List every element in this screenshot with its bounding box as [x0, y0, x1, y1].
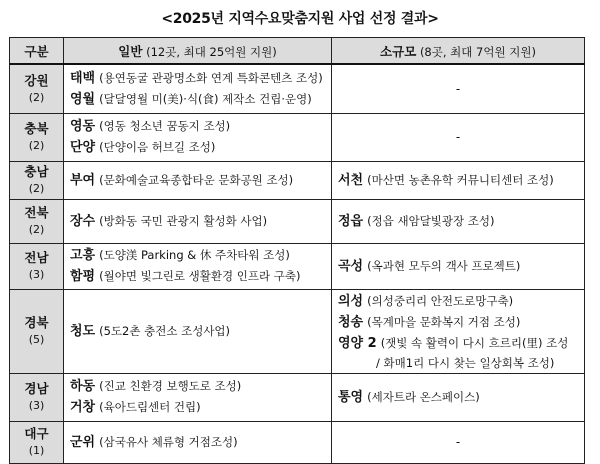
region-cell: 대구 (1)	[10, 421, 64, 463]
table-row	[10, 64, 585, 113]
general-cell: 부여 (문화예술교육종합타운 문화공원 조성)	[64, 161, 332, 199]
table-row	[10, 199, 585, 243]
small-cell: -	[332, 113, 585, 161]
header-small: 소규모 (8곳, 최대 7억원 지원)	[332, 38, 585, 65]
table-row	[10, 373, 585, 421]
header-general: 일반 (12곳, 최대 25억원 지원)	[64, 38, 332, 65]
region-cell: 강원 (2)	[10, 64, 64, 113]
general-cell: 장수 (방화동 국민 관광지 활성화 사업)	[64, 199, 332, 243]
small-cell: 곡성 (옥과현 모두의 객사 프로젝트)	[332, 243, 585, 289]
general-cell: 청도 (5도2촌 충전소 조성사업)	[64, 289, 332, 373]
header-region: 구분	[10, 38, 64, 65]
region-cell: 경북 (5)	[10, 289, 64, 373]
small-cell: -	[332, 64, 585, 113]
region-cell: 충남 (2)	[10, 161, 64, 199]
small-cell: 통영 (세자트라 온스페이스)	[332, 373, 585, 421]
region-cell: 전남 (3)	[10, 243, 64, 289]
page-title: <2025년 지역수요맞춤지원 사업 선정 결과>	[161, 11, 439, 27]
small-cell: 서천 (마산면 농촌유학 커뮤니티센터 조성)	[332, 161, 585, 199]
table-row	[10, 161, 585, 199]
region-cell: 경남 (3)	[10, 373, 64, 421]
general-cell: 고흥 (도양渼 Parking & 休 주차타워 조성) 함평 (월야면 빛그린로 생활환경 인프라 구축)	[64, 243, 332, 289]
small-cell: 의성 (의성중리리 안전도로망구축) 청송 (목계마을 문화복지 거점 조성) 영양 2 (잿빛 속 활력이 다시 흐르리(里) 조성 / 화매1리 다시 찾는 일상회복 조성)	[332, 289, 585, 373]
region-cell: 전북 (2)	[10, 199, 64, 243]
general-cell: 영동 (영동 청소년 꿈동지 조성) 단양 (단양이음 허브길 조성)	[64, 113, 332, 161]
general-cell: 태백 (용연동굴 관광명소화 연계 특화콘텐츠 조성) 영월 (달달영월 미(美)·식(食) 제작소 건립·운영)	[64, 64, 332, 113]
table-row	[10, 113, 585, 161]
small-cell: 정읍 (정읍 새암달빛광장 조성)	[332, 199, 585, 243]
small-cell: -	[332, 421, 585, 463]
table-row	[10, 421, 585, 463]
region-cell: 충북 (2)	[10, 113, 64, 161]
general-cell: 하동 (진교 친환경 보행도로 조성) 거창 (육아드림센터 건립)	[64, 373, 332, 421]
table-row	[10, 243, 585, 289]
results-table	[9, 37, 585, 464]
table-row	[10, 289, 585, 373]
table-header-row	[10, 38, 585, 65]
general-cell: 군위 (삼국유사 체류형 거점조성)	[64, 421, 332, 463]
